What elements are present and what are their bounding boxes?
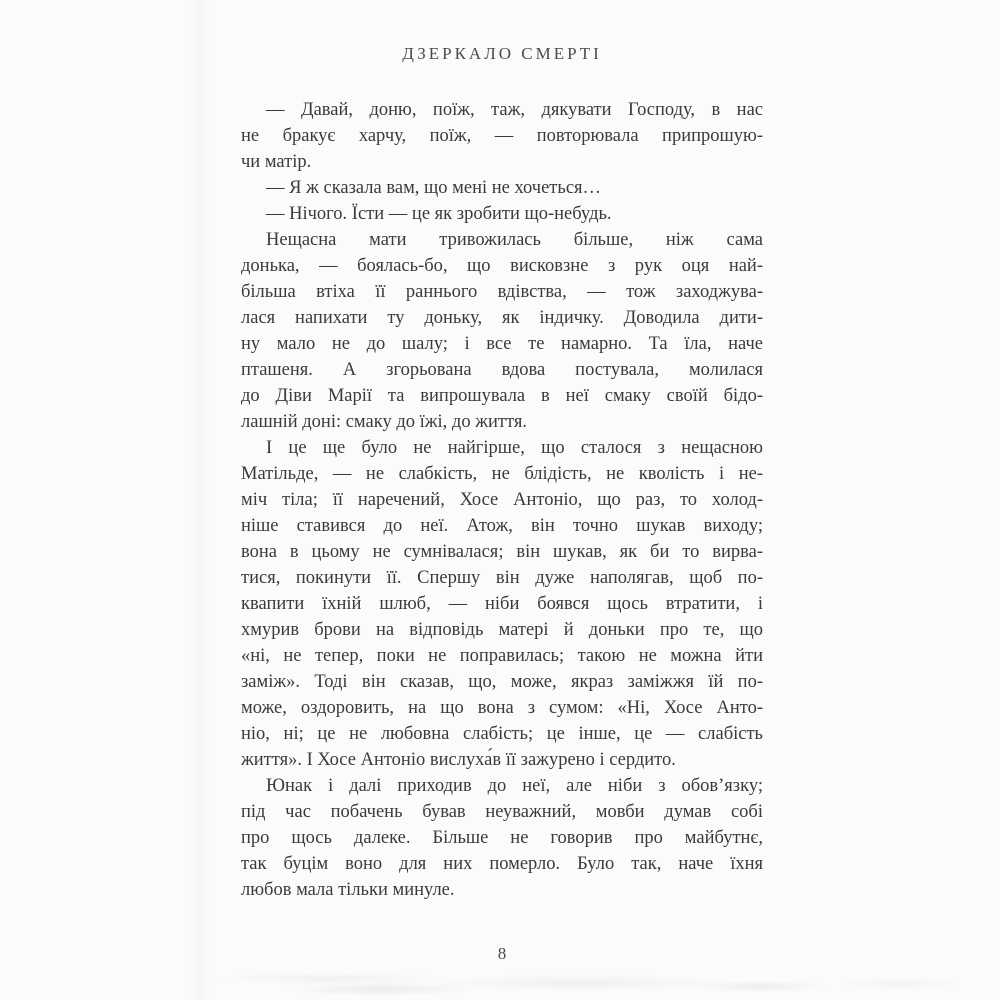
text-line: під час побачень бував неуважний, мовби думав собі	[241, 802, 763, 822]
text-line: чи матір.	[241, 152, 312, 172]
text-line: квапити їхній шлюб, — ніби боявся щось втратити, і	[241, 594, 763, 614]
text-line: так буцім воно для них померло. Було так, наче їхня	[241, 854, 763, 874]
page-number: 8	[497, 944, 507, 963]
text-line: життя». І Хосе Антоніо вислуха́в її зажурено і сердито.	[241, 750, 676, 770]
text-line: лашній доні: смаку до їжі, до життя.	[241, 412, 527, 432]
running-header: ДЗЕРКАЛО СМЕРТІ	[402, 44, 602, 63]
text-line: І це ще було не найгірше, що сталося з нещасною	[266, 438, 763, 458]
text-line: ну мало не до шалу; і все те намарно. Та їла, наче	[241, 334, 763, 354]
text-line: ніо, ні; це не любовна слабість; це інше, це — слабість	[241, 724, 763, 744]
text-line: міч тіла; її наречений, Хосе Антоніо, що раз, то холод-	[241, 490, 763, 510]
text-line: про щось далеке. Більше не говорив про майбутнє,	[241, 828, 763, 848]
text-line: заміж». Тоді він сказав, що, може, якраз заміжжя їй по-	[241, 672, 763, 692]
text-line: — Давай, доню, поїж, таж, дякувати Господу, в нас	[266, 100, 763, 120]
text-line: Матільде, — не слабкість, не блідість, не кволість і не-	[241, 464, 763, 484]
text-line: тися, покинути її. Спершу він дуже наполягав, щоб по-	[241, 568, 763, 588]
text-line: ніше ставився до неї. Атож, він точно шукав виходу;	[241, 516, 763, 536]
text-line: до Діви Марії та випрошувала в неї смаку своїй бідо-	[241, 386, 763, 406]
text-line: хмурив брови на відповідь матері й доньки про те, що	[241, 620, 763, 640]
scan-bottom-artifact	[0, 964, 1000, 1000]
text-line: може, оздоровить, на що вона з сумом: «Ні, Хосе Анто-	[241, 698, 763, 718]
text-line: лася напихати ту доньку, як індичку. Доводила дити-	[241, 308, 763, 328]
text-line: не бракує харчу, поїж, — повторювала припрошую-	[241, 126, 763, 146]
scan-streak-artifact	[190, 0, 216, 1000]
text-block	[241, 97, 763, 903]
text-line: Нещасна мати тривожилась більше, ніж сама	[266, 230, 763, 250]
text-line: Юнак і далі приходив до неї, але ніби з обов’язку;	[266, 776, 763, 796]
text-line: більша втіха її раннього вдівства, — тож заходжува-	[241, 282, 763, 302]
text-line: донька, — боялась-бо, що висковзне з рук оця най-	[241, 256, 763, 276]
text-line: пташеня. А згорьована вдова постувала, молилася	[241, 360, 763, 380]
text-line: любов мала тільки минуле.	[241, 880, 455, 900]
text-line: вона в цьому не сумнівалася; він шукав, як би то вирва-	[241, 542, 763, 562]
text-line: — Я ж сказала вам, що мені не хочеться…	[266, 178, 602, 198]
text-line: «ні, не тепер, поки не поправилась; такою не можна йти	[241, 646, 763, 666]
text-line: — Нічого. Їсти — це як зробити що-небудь.	[266, 204, 612, 224]
